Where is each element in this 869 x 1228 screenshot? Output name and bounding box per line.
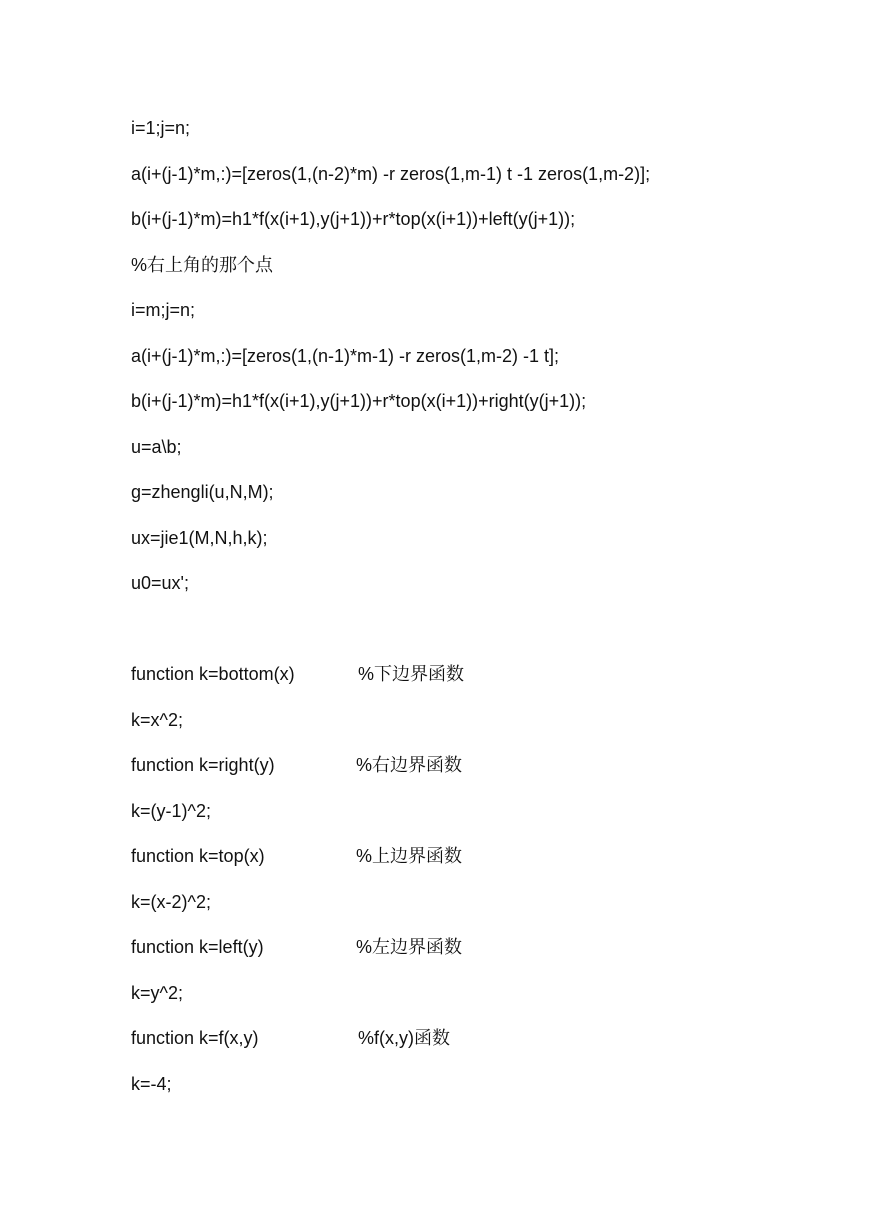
- function-code: k=-4;: [131, 1074, 172, 1094]
- function-code: k=(x-2)^2;: [131, 892, 211, 912]
- code-line: u0=ux';: [131, 573, 189, 593]
- code-line: ux=jie1(M,N,h,k);: [131, 528, 268, 548]
- function-code: function k=f(x,y): [131, 1028, 259, 1048]
- function-code: k=(y-1)^2;: [131, 801, 211, 821]
- function-comment: %右边界函数: [356, 755, 463, 775]
- code-line: g=zhengli(u,N,M);: [131, 482, 274, 502]
- function-code: function k=right(y): [131, 755, 275, 775]
- code-line: a(i+(j-1)*m,:)=[zeros(1,(n-1)*m-1) -r zeros(1,m-2) -1 t];: [131, 346, 560, 366]
- comment-line: %右上角的那个点: [131, 255, 274, 275]
- code-line: u=a\b;: [131, 437, 182, 457]
- function-comment: %f(x,y)函数: [358, 1028, 450, 1048]
- function-code: k=x^2;: [131, 710, 183, 730]
- code-line: b(i+(j-1)*m)=h1*f(x(i+1),y(j+1))+r*top(x(i+1))+right(y(j+1));: [131, 391, 587, 411]
- function-code: k=y^2;: [131, 983, 183, 1003]
- code-line: b(i+(j-1)*m)=h1*f(x(i+1),y(j+1))+r*top(x(i+1))+left(y(j+1));: [131, 209, 576, 229]
- function-comment: %下边界函数: [358, 664, 465, 684]
- function-comment: %上边界函数: [356, 846, 463, 866]
- function-code: function k=top(x): [131, 846, 265, 866]
- function-line: [131, 1073, 172, 1139]
- code-line: i=m;j=n;: [131, 300, 196, 320]
- function-comment: %左边界函数: [356, 937, 463, 957]
- code-line: i=1;j=n;: [131, 118, 191, 138]
- code-line: a(i+(j-1)*m,:)=[zeros(1,(n-2)*m) -r zeros(1,m-1) t -1 zeros(1,m-2)];: [131, 164, 651, 184]
- function-code: function k=left(y): [131, 937, 264, 957]
- function-code: function k=bottom(x): [131, 664, 295, 684]
